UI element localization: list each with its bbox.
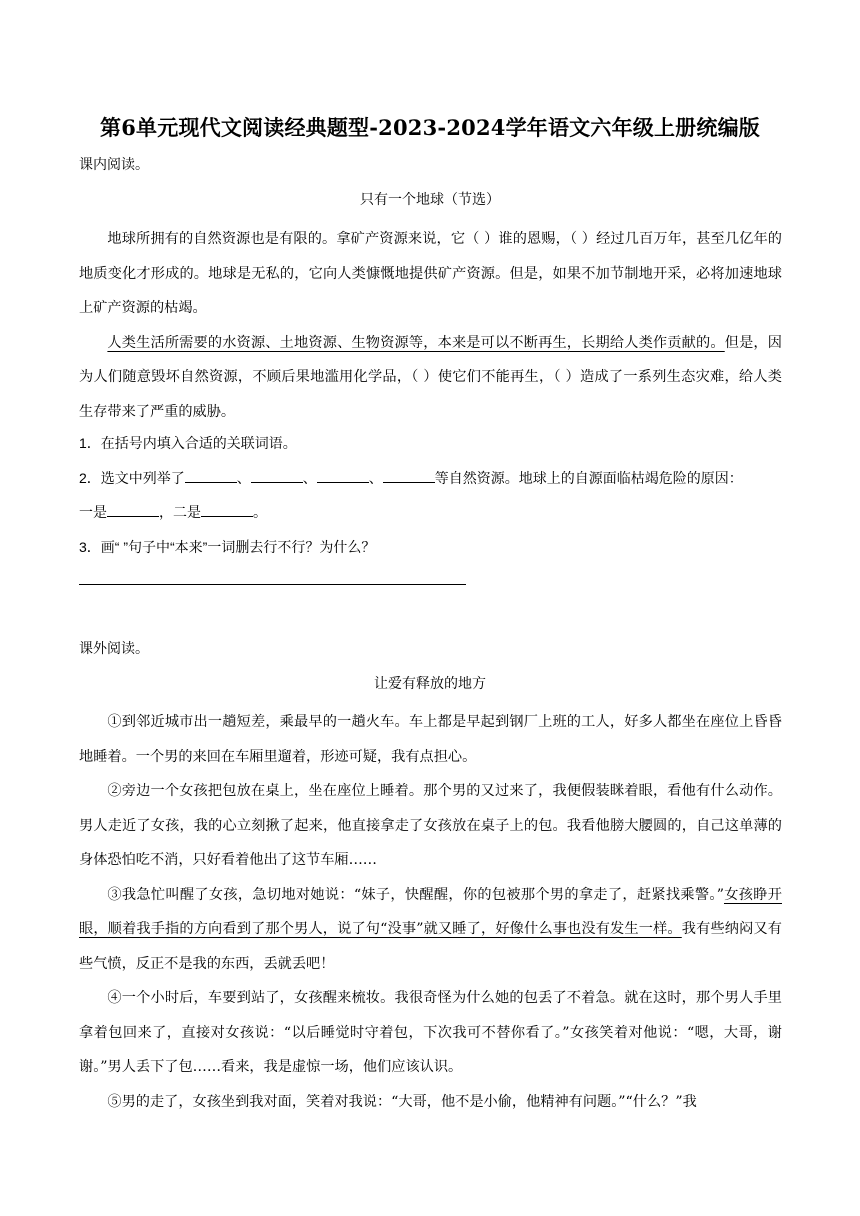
paragraph-2-rest: 但是，因为人们随意毁坏自然资源，不顾后果地滥用化学品，（ ）使它们不能再生，（ ）造成了一系列生态灾难，给人类生存带来了严重的威胁。	[79, 334, 782, 420]
passage-2-paragraph-2: ②旁边一个女孩把包放在桌上，坐在座位上睡着。那个男的又过来了，我便假装眯着眼，看他有什么动作。男人走近了女孩，我的心立刻揪了起来，他直接拿走了女孩放在桌子上的包。我看他膀大腰圆的，自己这单薄的身体恐怕吃不消，只好看着他出了这节车厢……	[79, 783, 782, 868]
answer-blank[interactable]	[251, 468, 303, 483]
passage-2-paragraph-5: ⑤男的走了，女孩坐到我对面，笑着对我说：“大哥，他不是小偷，他精神有问题。”“什么？”我	[107, 1093, 697, 1110]
document-title: 第6单元现代文阅读经典题型-2023-2024学年语文六年级上册统编版	[100, 115, 760, 140]
question-2-text-c: 一是	[79, 504, 107, 520]
question-3: 3．画“ ”句子中“本来”一词删去行不行？为什么？	[79, 539, 376, 555]
question-1: 1．在括号内填入合适的关联词语。	[79, 435, 297, 451]
passage-2-body	[79, 705, 782, 1119]
question-2-text-d: ，二是	[159, 504, 201, 520]
underlined-sentence-1: 人类生活所需要的水资源、土地资源、生物资源等，本来是可以不断再生，长期给人类作贡献的。	[107, 334, 725, 351]
passage-title-2: 让爱有释放的地方	[374, 676, 486, 692]
passage-2-paragraph-4: ④一个小时后，车要到站了，女孩醒来梳妆。我很奇怪为什么她的包丢了不着急。就在这时，那个男人手里拿着包回来了，直接对女孩说：“以后睡觉时守着包，下次我可不替你看了。”女孩笑着对他说：“嗯，大哥，谢谢。”男人丢下了包……看来，我是虚惊一场，他们应该认识。	[79, 990, 782, 1075]
separator: 、	[302, 470, 317, 486]
question-2-text-e: 。	[253, 504, 267, 520]
question-2-line-2	[79, 502, 267, 522]
question-2-text-b: 等自然资源。地球上的自源面临枯竭危险的原因：	[434, 470, 743, 486]
passage-2-paragraph-3	[79, 878, 782, 982]
section-label-extra: 课外阅读。	[79, 641, 149, 657]
separator: 、	[236, 470, 251, 486]
answer-blank[interactable]	[185, 468, 237, 483]
answer-blank[interactable]	[317, 468, 369, 483]
paragraph-3-part-a: ③我急忙叫醒了女孩，急切地对她说：“妹子，快醒醒，你的包被那个男的拿走了，赶紧找乘警。”	[107, 886, 724, 903]
question-2-line-1	[79, 468, 743, 488]
answer-blank[interactable]	[201, 502, 253, 517]
answer-blank[interactable]	[383, 468, 435, 483]
question-2-text-a: 2．选文中列举了	[79, 470, 185, 486]
paragraph-3-part-b: 我有些纳闷又有些气愤，反正不是我的东西，丢就丢吧！	[79, 921, 782, 972]
passage-1-paragraph-1: 地球所拥有的自然资源也是有限的。拿矿产资源来说，它（ ）谁的恩赐，（ ）经过几百万年，甚至几亿年的地质变化才形成的。地球是无私的，它向人类慷慨地提供矿产资源。但是，如果不加节制地开采，必将加速地球上矿产资源的枯竭。	[79, 231, 782, 316]
separator: 、	[368, 470, 383, 486]
passage-title-1: 只有一个地球（节选）	[360, 192, 500, 208]
underlined-sentence-2: 女孩睁开眼，顺着我手指的方向看到了那个男人，说了句“没事”就又睡了，好像什么事也没有发生一样。	[79, 886, 782, 937]
answer-line[interactable]	[79, 584, 466, 585]
passage-1-body	[79, 222, 782, 429]
section-label-in-class: 课内阅读。	[79, 157, 149, 173]
passage-2-paragraph-1: ①到邻近城市出一趟短差，乘最早的一趟火车。车上都是早起到钢厂上班的工人，好多人都坐在座位上昏昏地睡着。一个男的来回在车厢里遛着，形迹可疑，我有点担心。	[79, 714, 782, 765]
answer-blank[interactable]	[107, 502, 159, 517]
passage-1-paragraph-2	[79, 326, 782, 430]
